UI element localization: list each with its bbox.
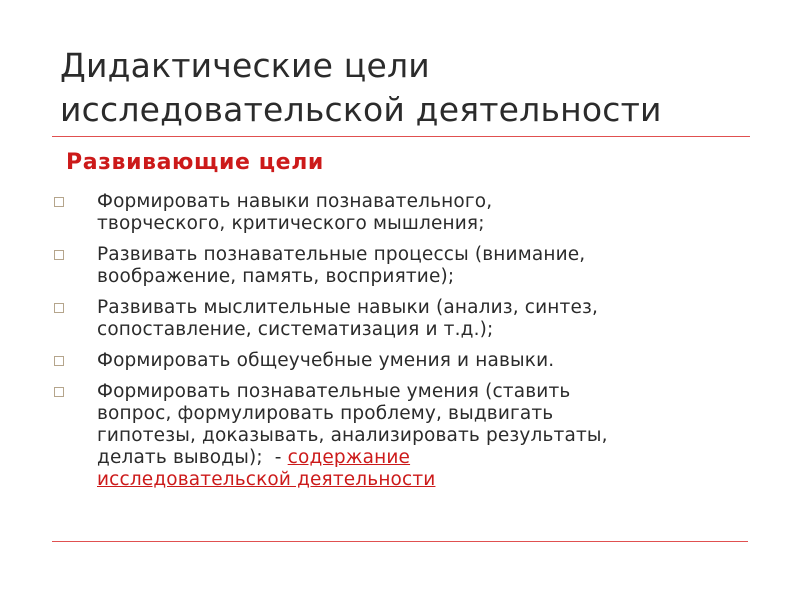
slide-title	[60, 44, 760, 132]
bullet-item-3	[50, 297, 760, 341]
bullet-line: Развивать мыслительные навыки (анализ, синтез,	[97, 297, 599, 318]
section-subtitle: Развивающие цели	[66, 150, 324, 175]
content-link[interactable]: содержание	[287, 447, 411, 468]
bullet-item-1	[50, 191, 760, 235]
slide-title-line1: Дидактические цели	[60, 46, 430, 85]
square-outline-icon	[54, 303, 64, 313]
square-outline-icon	[54, 356, 64, 366]
bullet-line: Формировать навыки познавательного,	[97, 191, 493, 212]
bullet-line: воображение, память, восприятие);	[97, 266, 455, 287]
bullet-line: творческого, критического мышления;	[97, 213, 485, 234]
bullet-list	[50, 191, 760, 500]
bullet-line: Формировать познавательные умения (ставить	[97, 381, 571, 402]
bullet-line: сопоставление, систематизация и т.д.);	[97, 319, 494, 340]
bottom-divider	[52, 541, 748, 542]
square-outline-icon	[54, 197, 64, 207]
bullet-line-text: делать выводы); -	[97, 447, 288, 468]
square-outline-icon	[54, 387, 64, 397]
bullet-item-2	[50, 244, 760, 288]
bullet-line: Формировать общеучебные умения и навыки.	[97, 350, 555, 371]
slide-title-line2: исследовательской деятельности	[60, 90, 662, 129]
top-divider	[52, 136, 750, 137]
square-outline-icon	[54, 250, 64, 260]
bullet-line-with-link	[97, 447, 760, 469]
bullet-line: вопрос, формулировать проблему, выдвигать	[97, 403, 554, 424]
content-link-continued[interactable]: исследовательской деятельности	[97, 469, 436, 490]
bullet-item-4	[50, 350, 760, 372]
bullet-item-5	[50, 381, 760, 491]
bullet-line: Развивать познавательные процессы (внимание,	[97, 244, 586, 265]
bullet-line-link	[97, 469, 760, 491]
bullet-line: гипотезы, доказывать, анализировать результаты,	[97, 425, 608, 446]
